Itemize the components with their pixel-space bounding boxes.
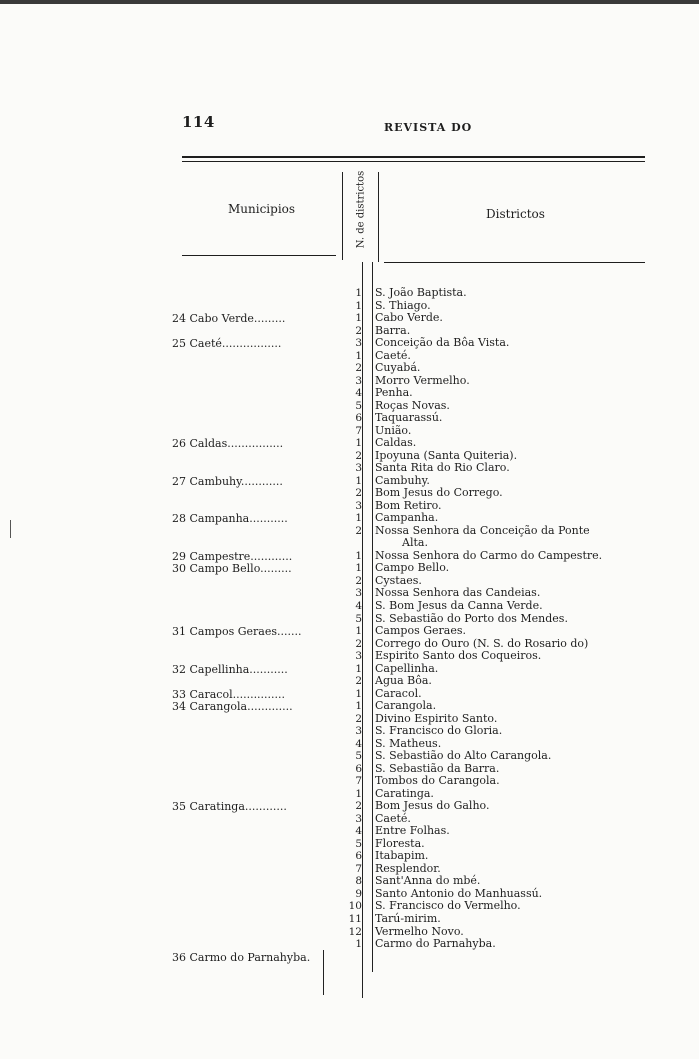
municipio-name: 25 Caeté................. xyxy=(172,337,282,350)
district-name: Taquarassú. xyxy=(375,411,443,424)
district-number: 5 xyxy=(355,400,362,412)
district-number: 3 xyxy=(355,587,362,599)
municipio-name: 34 Carangola............. xyxy=(172,700,293,713)
district-name: Cystaes. xyxy=(375,574,422,587)
district-number: 2 xyxy=(355,450,362,462)
district-name: Floresta. xyxy=(375,837,425,850)
district-name: Itabapim. xyxy=(375,849,429,862)
district-name: Cuyabá. xyxy=(375,361,421,374)
district-number: 8 xyxy=(355,875,362,887)
header-n-districtos xyxy=(343,170,379,256)
district-number: 1 xyxy=(355,700,362,712)
district-number: 1 xyxy=(355,788,362,800)
top-rule-thick xyxy=(182,156,645,158)
header-divider-left xyxy=(342,172,343,260)
district-name: Cambuhy. xyxy=(375,474,430,487)
district-number: 5 xyxy=(355,750,362,762)
district-number: 1 xyxy=(355,312,362,324)
margin-mark xyxy=(10,520,11,538)
district-name: S. Francisco do Vermelho. xyxy=(375,899,521,912)
district-number: 5 xyxy=(355,613,362,625)
district-name: Santa Rita do Rio Claro. xyxy=(375,461,510,474)
district-name: Ipoyuna (Santa Quiteria). xyxy=(375,449,518,462)
district-name: Caeté. xyxy=(375,812,411,825)
district-number: 2 xyxy=(355,713,362,725)
district-name: Tombos do Carangola. xyxy=(375,774,500,787)
district-number: 4 xyxy=(355,600,362,612)
district-number: 1 xyxy=(355,663,362,675)
district-name: Carangola. xyxy=(375,699,437,712)
district-number: 3 xyxy=(355,375,362,387)
district-number: 2 xyxy=(355,800,362,812)
district-number: 3 xyxy=(355,337,362,349)
header-rule-municipios xyxy=(182,255,336,256)
district-number: 4 xyxy=(355,387,362,399)
district-name: Agua Bôa. xyxy=(375,674,432,687)
district-name: Alta. xyxy=(402,536,428,549)
district-number: 12 xyxy=(348,926,362,938)
district-name: Morro Vermelho. xyxy=(375,374,470,387)
district-name: Barra. xyxy=(375,324,411,337)
district-name: Capellinha. xyxy=(375,662,439,675)
district-number: 2 xyxy=(355,525,362,537)
district-number: 7 xyxy=(355,425,362,437)
district-name: Nossa Senhora do Carmo do Campestre. xyxy=(375,549,603,562)
district-name: Caeté. xyxy=(375,349,411,362)
district-number: 2 xyxy=(355,675,362,687)
district-number: 10 xyxy=(348,900,362,912)
district-number: 4 xyxy=(355,825,362,837)
district-number: 1 xyxy=(355,512,362,524)
district-name: Bom Jesus do Corrego. xyxy=(375,486,503,499)
district-number: 11 xyxy=(348,913,362,925)
header-districtos: Districtos xyxy=(486,207,545,221)
header-n-districtos-label: N. de districtos xyxy=(355,170,367,249)
district-number: 1 xyxy=(355,350,362,362)
municipio-name: 35 Caratinga............ xyxy=(172,800,287,813)
district-number: 7 xyxy=(355,775,362,787)
municipio-name: 32 Capellinha........... xyxy=(172,663,288,676)
municipio-name: 31 Campos Geraes....... xyxy=(172,625,302,638)
district-name: Campanha. xyxy=(375,511,439,524)
number-column-line xyxy=(362,262,363,998)
district-name: Penha. xyxy=(375,386,413,399)
district-name: S. João Baptista. xyxy=(375,286,467,299)
district-name: União. xyxy=(375,424,412,437)
municipio-name: 30 Campo Bello......... xyxy=(172,562,292,575)
district-name: S. Francisco do Gloria. xyxy=(375,724,503,737)
top-rule-thin xyxy=(182,161,645,162)
district-number: 6 xyxy=(355,763,362,775)
district-number: 2 xyxy=(355,362,362,374)
district-name: Caracol. xyxy=(375,687,422,700)
district-name: S. Thiago. xyxy=(375,299,431,312)
district-name: S. Sebastião do Porto dos Mendes. xyxy=(375,612,568,625)
district-number: 1 xyxy=(355,475,362,487)
running-head: REVISTA DO xyxy=(384,121,473,134)
header-municipios: Municipios xyxy=(228,202,296,216)
district-name: Caratinga. xyxy=(375,787,434,800)
district-number: 1 xyxy=(355,437,362,449)
district-number: 9 xyxy=(355,888,362,900)
district-name: Nossa Senhora da Conceição da Ponte xyxy=(375,524,590,537)
district-name: Campo Bello. xyxy=(375,561,450,574)
district-number: 2 xyxy=(355,638,362,650)
district-name: Conceição da Bôa Vista. xyxy=(375,336,510,349)
district-number: 1 xyxy=(355,688,362,700)
district-name: Bom Retiro. xyxy=(375,499,442,512)
district-number: 1 xyxy=(355,300,362,312)
district-number: 6 xyxy=(355,850,362,862)
municipio-name: 26 Caldas................ xyxy=(172,437,284,450)
page-number: 114 xyxy=(182,113,215,131)
district-number: 1 xyxy=(355,562,362,574)
district-number: 3 xyxy=(355,500,362,512)
district-name: Caldas. xyxy=(375,436,417,449)
district-name: Entre Folhas. xyxy=(375,824,450,837)
municipio-name: 36 Carmo do Parnahyba. xyxy=(172,951,311,964)
district-name: S. Matheus. xyxy=(375,737,442,750)
district-number: 3 xyxy=(355,813,362,825)
municipio-name: 27 Cambuhy............ xyxy=(172,475,283,488)
district-column-line xyxy=(372,262,373,972)
district-number: 1 xyxy=(355,938,362,950)
district-number: 3 xyxy=(355,725,362,737)
district-name: Vermelho Novo. xyxy=(375,925,464,938)
district-name: Campos Geraes. xyxy=(375,624,466,637)
district-name: Roças Novas. xyxy=(375,399,450,412)
district-number: 7 xyxy=(355,863,362,875)
district-number: 2 xyxy=(355,325,362,337)
district-number: 2 xyxy=(355,575,362,587)
header-divider-right xyxy=(378,172,379,262)
header-rule-districtos xyxy=(384,262,645,263)
municipio-name: 29 Campestre............ xyxy=(172,550,293,563)
district-number: 2 xyxy=(355,487,362,499)
district-number: 3 xyxy=(355,650,362,662)
district-name: Carmo do Parnahyba. xyxy=(375,937,496,950)
district-name: Bom Jesus do Galho. xyxy=(375,799,490,812)
municipio-name: 24 Cabo Verde......... xyxy=(172,312,286,325)
district-name: Divino Espirito Santo. xyxy=(375,712,498,725)
district-number: 1 xyxy=(355,287,362,299)
district-number: 6 xyxy=(355,412,362,424)
district-name: Santo Antonio do Manhuassú. xyxy=(375,887,543,900)
district-name: S. Bom Jesus da Canna Verde. xyxy=(375,599,543,612)
municipio-name: 33 Caracol............... xyxy=(172,688,286,701)
district-name: Tarú-mirim. xyxy=(375,912,441,925)
district-number: 4 xyxy=(355,738,362,750)
district-name: Nossa Senhora das Candeias. xyxy=(375,586,541,599)
district-name: Cabo Verde. xyxy=(375,311,443,324)
district-name: S. Sebastião do Alto Carangola. xyxy=(375,749,552,762)
district-name: Espirito Santo dos Coqueiros. xyxy=(375,649,542,662)
municipio-name: 28 Campanha........... xyxy=(172,512,288,525)
district-name: Corrego do Ouro (N. S. do Rosario do) xyxy=(375,637,589,650)
district-number: 1 xyxy=(355,625,362,637)
district-number: 5 xyxy=(355,838,362,850)
district-name: Resplendor. xyxy=(375,862,441,875)
district-name: S. Sebastião da Barra. xyxy=(375,762,500,775)
district-number: 1 xyxy=(355,550,362,562)
district-number: 3 xyxy=(355,462,362,474)
page-edge xyxy=(0,0,699,4)
district-name: Sant'Anna do mbé. xyxy=(375,874,481,887)
